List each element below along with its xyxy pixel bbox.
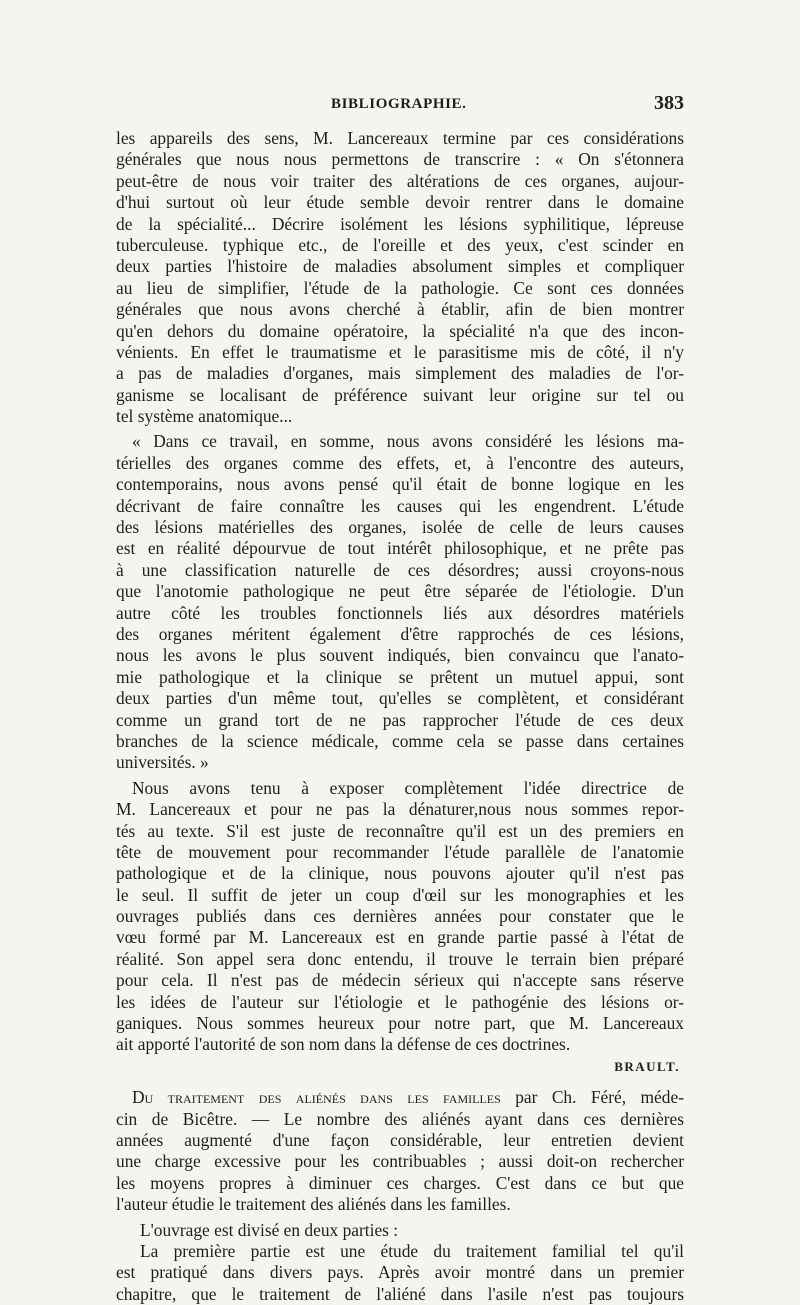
text-line: à une classification naturelle de ces désordres; aussi croyons-nous xyxy=(116,559,684,580)
text-line: de la spécialité... Décrire isolément les lésions syphilitique, lépreuse xyxy=(116,213,684,234)
text-line: Nous avons tenu à exposer complètement l'idée directrice de xyxy=(132,777,684,798)
text-line: L'ouvrage est divisé en deux parties : xyxy=(140,1219,399,1240)
paragraph-lancereaux-quote xyxy=(116,128,684,427)
text-line: M. Lancereaux et pour ne pas la dénaturer,nous nous sommes repor- xyxy=(116,799,684,820)
text-line: une charge excessive pour les contribuables ; aussi doit-on rechercher xyxy=(116,1151,684,1172)
text-line: est pratiqué dans divers pays. Après avoir montré dans un premier xyxy=(116,1262,684,1283)
text-line: des organes méritent également d'être rapprochés de ces lésions, xyxy=(116,623,684,644)
review-traitement-alienes xyxy=(116,1087,684,1215)
text-line: térielles des organes comme des effets, et, à l'encontre des auteurs, xyxy=(116,452,684,473)
text-line: l'auteur étudie le traitement des aliénés dans les familles. xyxy=(116,1194,511,1215)
text-line: universités. » xyxy=(116,752,209,773)
text-line: vénients. En effet le traumatisme et le parasitisme mis de côté, il n'y xyxy=(116,341,684,362)
text-line: réalité. Son appel sera donc entendu, il trouve le terrain bien préparé xyxy=(116,948,684,969)
paragraph-travail xyxy=(116,431,684,773)
text-line: est en réalité dépourvue de tout intérêt philosophique, et ne prête pas xyxy=(116,538,684,559)
text-line: générales que nous nous permettons de transcrire : « On s'étonnera xyxy=(116,149,684,170)
text-line: générales que nous avons cherché à établir, afin de bien montrer xyxy=(116,299,684,320)
text-line: que l'anotomie pathologique ne peut être séparée de l'étiologie. D'un xyxy=(116,581,684,602)
text-line: ganiques. Nous sommes heureux pour notre part, que M. Lancereaux xyxy=(116,1013,684,1034)
text-line: deux parties l'histoire de maladies absolument simples et compliquer xyxy=(116,256,684,277)
text-line: pathologique et de la clinique, nous pouvons ajouter qu'il n'est pas xyxy=(116,863,684,884)
text-line: comme un grand tort de ne pas rapprocher l'étude de ces deux xyxy=(116,709,684,730)
text-line: tés au texte. S'il est juste de reconnaître qu'il est un des premiers en xyxy=(116,820,684,841)
running-title: BIBLIOGRAPHIE. xyxy=(331,96,467,112)
page-number: 383 xyxy=(654,92,684,114)
review-author: par Ch. Féré, méde- xyxy=(500,1087,684,1108)
text-line: décrivant de faire connaître les causes qui les engendrent. L'étude xyxy=(116,495,684,516)
text-line: ait apporté l'autorité de son nom dans la défense de ces doctrines. xyxy=(116,1034,571,1055)
text-line: qu'en dehors du domaine opératoire, la spécialité n'a que des incon- xyxy=(116,320,684,341)
text-line: nous les avons le plus souvent indiqués, bien convaincu que l'anato- xyxy=(116,645,684,666)
text-line: d'hui surtout où leur étude semble devoir rentrer dans le domaine xyxy=(116,192,684,213)
text-line: ganisme se localisant de préférence suivant leur origine sur tel ou xyxy=(116,384,684,405)
signature: BRAULT. xyxy=(614,1058,680,1074)
text-line: les appareils des sens, M. Lancereaux termine par ces considérations xyxy=(116,128,684,148)
text-line: tel système anatomique... xyxy=(116,406,293,427)
text-line: « Dans ce travail, en somme, nous avons considéré les lésions ma- xyxy=(132,431,684,452)
paragraph-premiere-partie xyxy=(116,1241,684,1305)
text-line: des lésions matérielles des organes, isolée de celle de leurs causes xyxy=(116,517,684,538)
text-line: peut-être de nous voir traiter des altérations de ces organes, aujour- xyxy=(116,170,684,191)
text-line: a pas de maladies d'organes, mais simplement des maladies de l'or- xyxy=(116,363,684,384)
text-line: au lieu de simplifier, l'étude de la pathologie. Ce sont ces données xyxy=(116,277,684,298)
text-line: tête de mouvement pour recommander l'étude parallèle de l'anatomie xyxy=(116,841,684,862)
text-line: ouvrages publiés dans ces dernières années pour constater que le xyxy=(116,906,684,927)
text-line: branches de la science médicale, comme cela se passe dans certaines xyxy=(116,730,684,751)
text-line: tuberculeuse. typhique etc., de l'oreille et des yeux, c'est scinder en xyxy=(116,234,684,255)
page-body xyxy=(116,128,684,1305)
text-line xyxy=(116,1087,684,1108)
text-line: autre côté les troubles fonctionnels liés aux désordres matériels xyxy=(116,602,684,623)
text-line: cin de Bicêtre. — Le nombre des aliénés ayant dans ces dernières xyxy=(116,1108,684,1129)
text-line: deux parties d'un même tout, qu'elles se complètent, et considérant xyxy=(116,688,684,709)
text-line: contemporains, nous avons pensé qu'il était de bonne logique en les xyxy=(116,474,684,495)
text-line: vœu formé par M. Lancereaux est en grande partie passé à l'état de xyxy=(116,927,684,948)
text-line: le seul. Il suffit de jeter un coup d'œil sur les monographies et les xyxy=(116,884,684,905)
review-title: Du traitement des aliénés dans les familles xyxy=(132,1087,501,1108)
paragraph-idee-directrice xyxy=(116,778,684,1056)
text-line: mie pathologique et la clinique se prêtent un mutuel appui, sont xyxy=(116,666,684,687)
text-line: La première partie est une étude du traitement familial tel qu'il xyxy=(140,1240,684,1261)
text-line: les moyens propres à diminuer ces charges. C'est dans ce but que xyxy=(116,1172,684,1193)
text-line: les idées de l'auteur sur l'étiologie et le pathogénie des lésions or- xyxy=(116,991,684,1012)
text-line: chapitre, que le traitement de l'aliéné dans l'asile n'est pas toujours xyxy=(116,1283,684,1304)
text-line: années augmenté d'une façon considérable, leur entretien devient xyxy=(116,1129,684,1150)
text-line: pour cela. Il n'est pas de médecin sérieux qui n'accepte sans réserve xyxy=(116,970,684,991)
page-header xyxy=(116,92,684,122)
